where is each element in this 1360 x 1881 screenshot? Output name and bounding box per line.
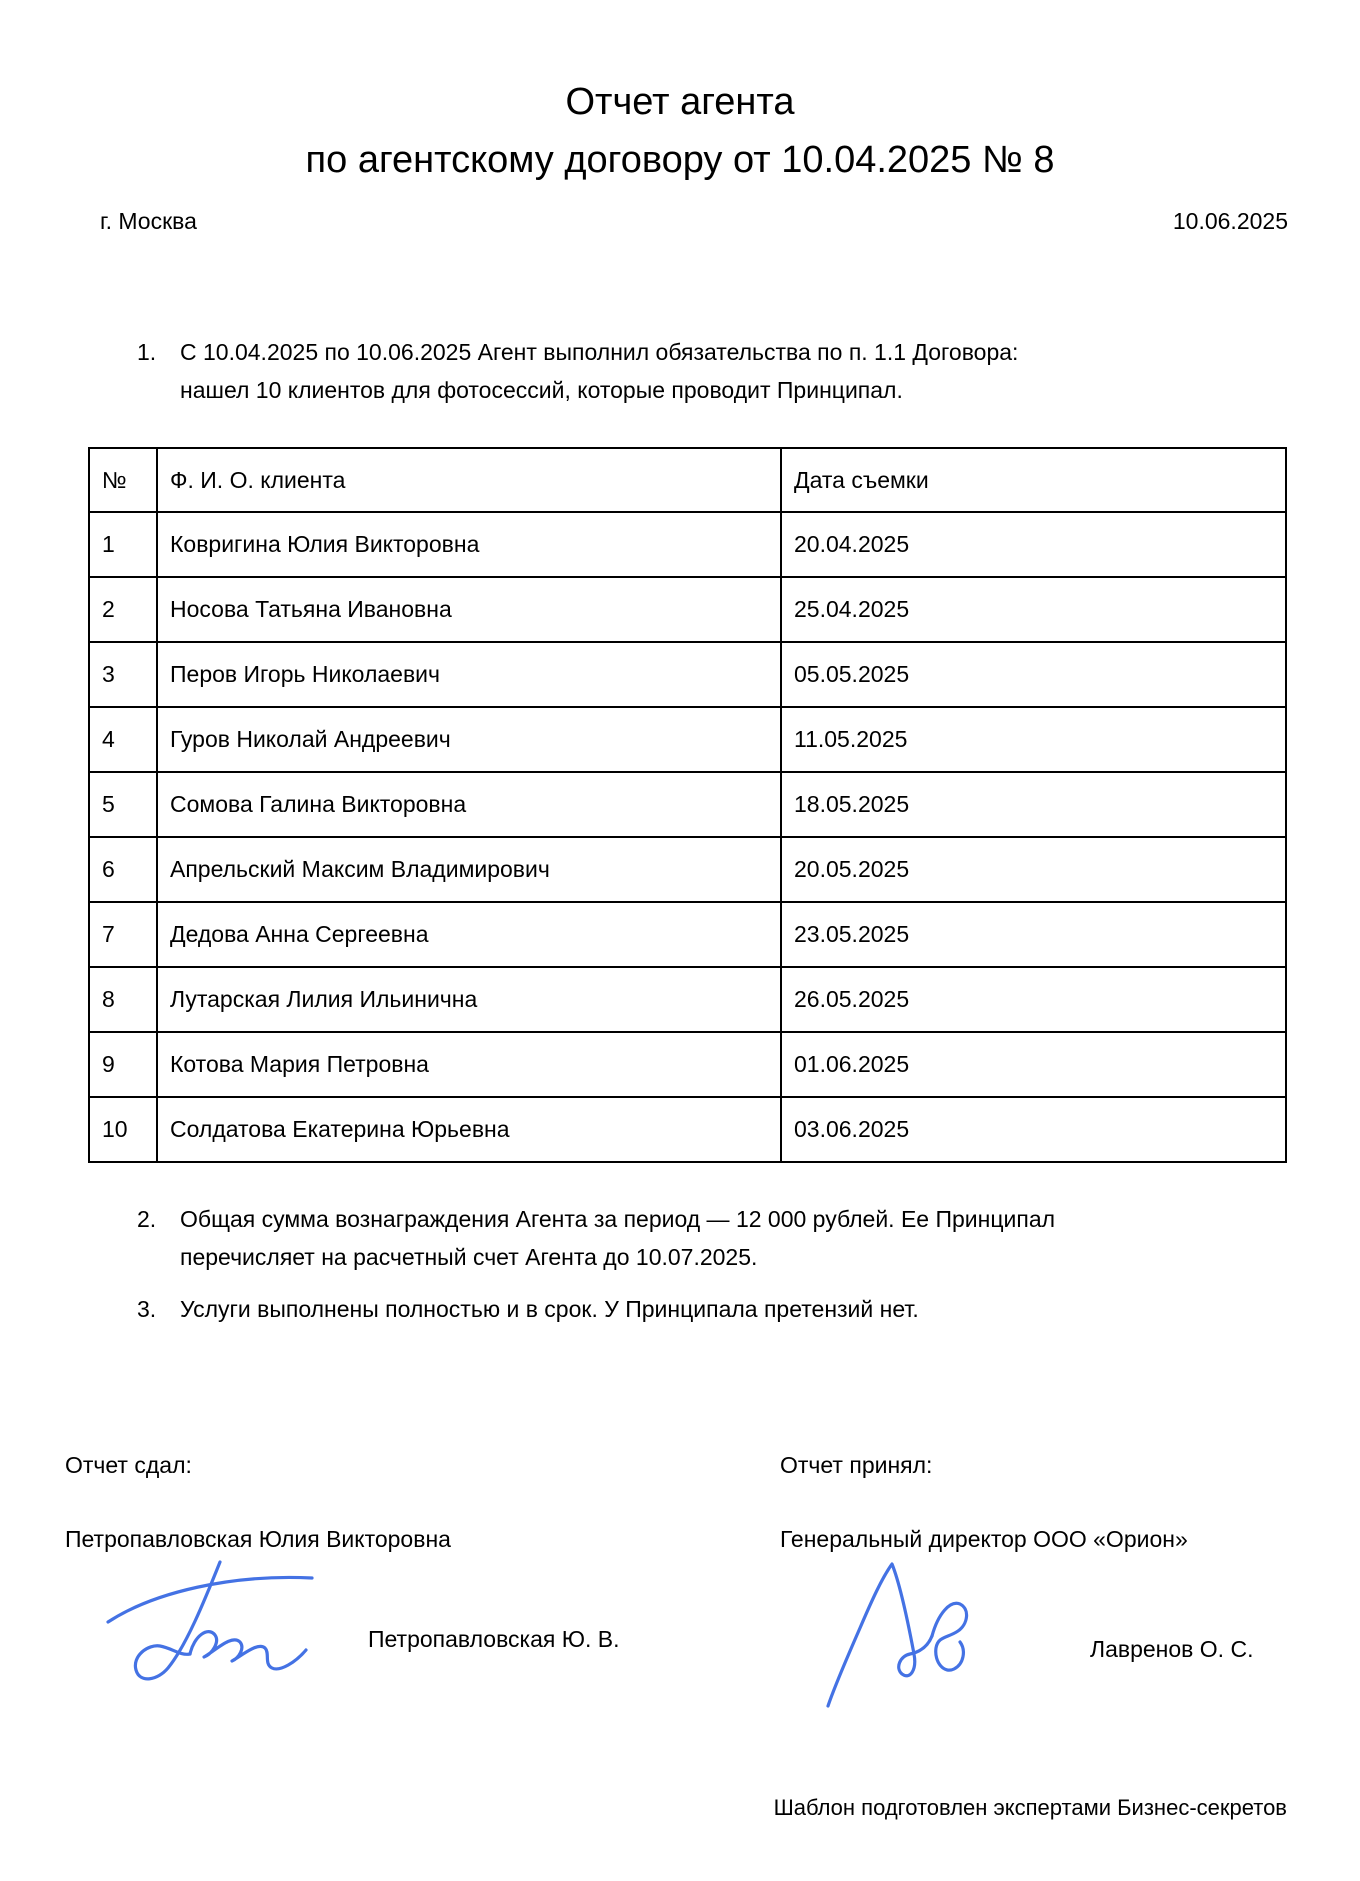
list-item-3 [137,1290,919,1328]
row-number-cell: 7 [89,902,157,967]
header-number: № [89,448,157,512]
shoot-date-cell: 05.05.2025 [781,642,1286,707]
table-row [89,837,1286,902]
row-number-cell: 5 [89,772,157,837]
report-submitted-label: Отчет сдал: [65,1452,192,1478]
submitter-signature-icon [98,1558,322,1690]
row-number-cell: 10 [89,1097,157,1162]
header-shoot-date: Дата съемки [781,448,1286,512]
list-item-2-line-1: Общая сумма вознаграждения Агента за период — 12 000 рублей. Ее Принципал [180,1206,1056,1232]
list-item-1 [137,333,1018,409]
table-row [89,512,1286,577]
row-number-cell: 4 [89,707,157,772]
table-row [89,577,1286,642]
clients-table [88,447,1287,1163]
submitter-signature-caption: Петропавловская Ю. В. [368,1626,620,1652]
shoot-date-cell: 11.05.2025 [781,707,1286,772]
clients-table-body [89,512,1286,1162]
client-name-cell: Носова Татьяна Ивановна [157,577,781,642]
list-item-2-number: 2. [137,1206,157,1232]
list-item-1-text [180,333,1018,409]
city-date-row [100,206,1288,236]
client-name-cell: Сомова Галина Викторовна [157,772,781,837]
table-row [89,707,1286,772]
table-row [89,902,1286,967]
report-accepted-label: Отчет принял: [780,1452,933,1478]
row-number-cell: 6 [89,837,157,902]
list-item-2-line-2: перечисляет на расчетный счет Агента до 10.07.2025. [180,1244,758,1270]
city-label: г. Москва [100,208,197,234]
table-row [89,1032,1286,1097]
document-title-line-1: Отчет агента [565,81,795,123]
table-row [89,772,1286,837]
row-number-cell: 3 [89,642,157,707]
acceptor-signature-caption: Лавренов О. С. [1090,1636,1254,1662]
table-row [89,967,1286,1032]
list-item-3-number: 3. [137,1296,157,1322]
shoot-date-cell: 26.05.2025 [781,967,1286,1032]
list-item-2-text [180,1200,1055,1276]
list-item-1-number: 1. [137,339,157,365]
client-name-cell: Гуров Николай Андреевич [157,707,781,772]
list-item-2 [137,1200,1055,1276]
row-number-cell: 2 [89,577,157,642]
list-item-3-line-1: Услуги выполнены полностью и в срок. У Принципала претензий нет. [180,1296,919,1322]
header-client-name: Ф. И. О. клиента [157,448,781,512]
shoot-date-cell: 25.04.2025 [781,577,1286,642]
template-footer-note: Шаблон подготовлен экспертами Бизнес-секретов [773,1795,1287,1820]
client-name-cell: Котова Мария Петровна [157,1032,781,1097]
acceptor-name: Генеральный директор ООО «Орион» [780,1526,1188,1552]
client-name-cell: Перов Игорь Николаевич [157,642,781,707]
client-name-cell: Ковригина Юлия Викторовна [157,512,781,577]
shoot-date-cell: 01.06.2025 [781,1032,1286,1097]
shoot-date-cell: 20.05.2025 [781,837,1286,902]
shoot-date-cell: 03.06.2025 [781,1097,1286,1162]
list-item-3-text [180,1290,919,1328]
row-number-cell: 1 [89,512,157,577]
acceptor-signature-icon [818,1556,1010,1716]
table-row [89,1097,1286,1162]
client-name-cell: Лутарская Лилия Ильинична [157,967,781,1032]
report-date: 10.06.2025 [1172,208,1288,234]
row-number-cell: 9 [89,1032,157,1097]
client-name-cell: Солдатова Екатерина Юрьевна [157,1097,781,1162]
submitter-name: Петропавловская Юлия Викторовна [65,1526,451,1552]
shoot-date-cell: 18.05.2025 [781,772,1286,837]
row-number-cell: 8 [89,967,157,1032]
shoot-date-cell: 20.04.2025 [781,512,1286,577]
client-name-cell: Апрельский Максим Владимирович [157,837,781,902]
table-header-row [89,448,1286,512]
list-item-1-line-1: С 10.04.2025 по 10.06.2025 Агент выполнил обязательства по п. 1.1 Договора: [180,339,1019,365]
list-item-1-line-2: нашел 10 клиентов для фотосессий, которые проводит Принципал. [180,377,903,403]
client-name-cell: Дедова Анна Сергеевна [157,902,781,967]
table-row [89,642,1286,707]
shoot-date-cell: 23.05.2025 [781,902,1286,967]
document-title-line-2: по агентскому договору от 10.04.2025 № 8 [305,139,1055,181]
